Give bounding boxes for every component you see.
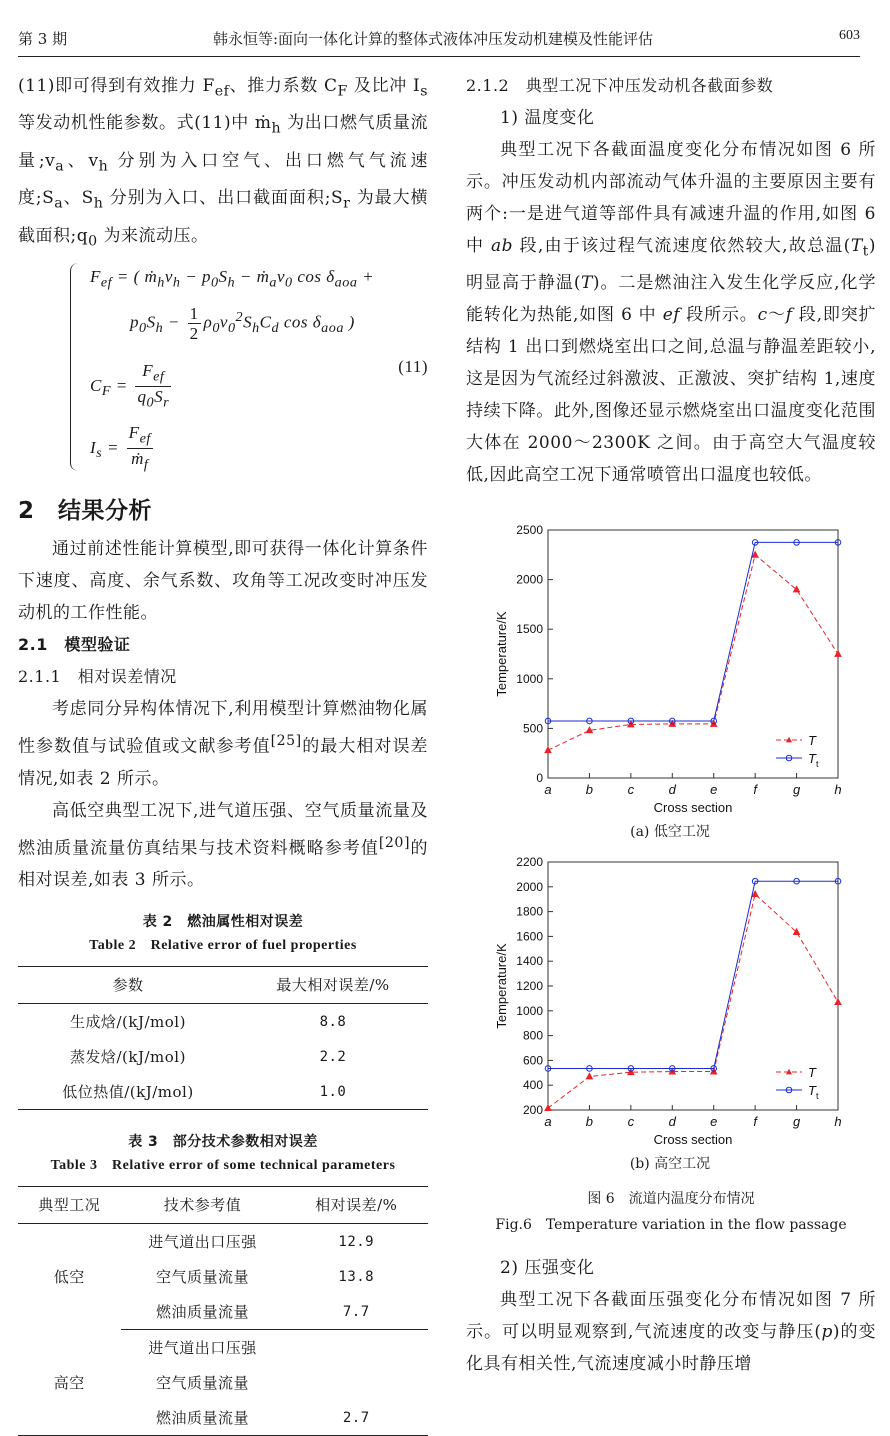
y-tick-label: 2000 bbox=[516, 572, 543, 587]
plot-frame bbox=[548, 530, 838, 778]
eq-thrust-line2: $p_0S_h$ − $\frac{1}{2}$ $\rho_0v_0^2S_hC_d$ $\cos \delta_{aoa}$ ) bbox=[130, 304, 355, 344]
data-point-T bbox=[545, 1105, 551, 1111]
y-tick-label: 1000 bbox=[516, 671, 543, 686]
pressure-paragraph: 典型工况下各截面压强变化分布情况如图 7 所示。可以明显观察到,气流速度的改变与静压(p)的变化具有相关性,气流速度减小时静压增 bbox=[466, 1290, 876, 1374]
paragraph-fuel-properties: 考虑同分异构体情况下,利用模型计算燃油物化属性参数值与试验值或文献参考值[25]的最大相对误差情况,如表 2 所示。 bbox=[18, 698, 428, 789]
x-tick-label: c bbox=[627, 782, 635, 797]
y-tick-label: 1400 bbox=[516, 954, 543, 969]
x-axis-label: Cross section bbox=[653, 1132, 733, 1147]
table-row bbox=[18, 1224, 428, 1260]
x-tick-label: f bbox=[753, 782, 757, 797]
x-tick-label: c bbox=[627, 1114, 635, 1129]
y-tick-label: 1600 bbox=[516, 929, 543, 944]
y-tick-label: 1200 bbox=[516, 979, 543, 993]
y-tick-label: 0 bbox=[536, 771, 543, 785]
series-line-T bbox=[548, 894, 838, 1108]
y-tick-label: 500 bbox=[522, 721, 543, 736]
table2-cell: 8.8 bbox=[319, 1013, 347, 1030]
y-tick-label: 600 bbox=[522, 1053, 543, 1068]
y-tick-label: 1800 bbox=[516, 904, 543, 919]
plot-frame bbox=[548, 862, 838, 1110]
y-tick-label: 2500 bbox=[516, 523, 543, 537]
y-tick-label: 2000 bbox=[516, 879, 543, 894]
eq-thrust-coeff: $C_F$ = $\frac{F_{ef}}{q_0S_r}$ bbox=[90, 360, 170, 411]
table-2 bbox=[18, 966, 428, 1110]
table-row bbox=[18, 1004, 428, 1040]
header-rule bbox=[18, 56, 860, 57]
legend-label: $T_t$ bbox=[808, 1083, 819, 1101]
section-2-paragraph: 通过前述性能计算模型,即可获得一体化计算条件下速度、高度、余气系数、攻角等工况改变时冲压发动机的工作性能。 bbox=[18, 538, 428, 623]
x-tick-label: f bbox=[753, 1114, 757, 1129]
paragraph-technical-parameters: 高低空典型工况下,进气道压强、空气质量流量及燃油质量流量仿真结果与技术资料概略参考值[20]的相对误差,如表 3 所示。 bbox=[18, 800, 429, 891]
x-tick-label: h bbox=[834, 782, 842, 797]
eq-thrust-line1: $F_{ef}$ = ( $ṁ_hv_h - p_0S_h$ − $ṁ_av_0$ $\cos \delta_{aoa}$ + bbox=[90, 266, 375, 291]
table-row bbox=[18, 1330, 428, 1366]
section-2-heading: 2 结果分析 bbox=[18, 497, 153, 524]
running-header bbox=[18, 28, 860, 54]
series-line-Tt bbox=[548, 542, 838, 721]
legend-label: T bbox=[808, 1065, 816, 1080]
table2-caption-en: Table 2 Relative error of fuel properties bbox=[89, 938, 357, 954]
table3-condition-cell: 低空 bbox=[53, 1268, 85, 1287]
right-column bbox=[466, 70, 876, 491]
table-3 bbox=[18, 1186, 428, 1436]
table2-caption-cn: 表 2 燃油属性相对误差 bbox=[142, 914, 304, 931]
table2-cell: 低位热值/(kJ/mol) bbox=[18, 1074, 238, 1110]
equation-brace bbox=[70, 263, 81, 471]
equation-number: (11) bbox=[398, 356, 428, 376]
x-tick-label: d bbox=[668, 1114, 676, 1129]
y-tick-label: 2200 bbox=[516, 855, 543, 869]
section-2-1-heading: 2.1 模型验证 bbox=[18, 634, 131, 654]
x-tick-label: e bbox=[710, 1114, 718, 1129]
table3-cell bbox=[285, 1365, 429, 1400]
x-tick-label: b bbox=[585, 1114, 594, 1129]
legend-label: T bbox=[808, 733, 816, 748]
table3-cell: 7.7 bbox=[342, 1303, 370, 1320]
table-row bbox=[18, 1074, 428, 1110]
chart-b-subtitle: (b) 高空工况 bbox=[629, 1156, 711, 1172]
table3-cell: 进气道出口压强 bbox=[121, 1330, 285, 1366]
table3-cell: 燃油质量流量 bbox=[155, 1302, 249, 1321]
table2-cell: 生成焓/(kJ/mol) bbox=[69, 1012, 186, 1031]
x-tick-label: g bbox=[792, 1114, 801, 1129]
page-number: 603 bbox=[839, 28, 860, 43]
table3-cell: 燃油质量流量 bbox=[121, 1400, 285, 1436]
table3-header-condition: 典型工况 bbox=[18, 1187, 121, 1224]
section-2-1-1-heading: 2.1.1 相对误差情况 bbox=[18, 666, 177, 686]
table3-cell bbox=[285, 1330, 429, 1366]
table2-header-param: 参数 bbox=[18, 967, 238, 1004]
table3-header-error: 相对误差/% bbox=[285, 1187, 429, 1224]
table3-condition-cell: 高空 bbox=[18, 1330, 121, 1436]
x-tick-label: e bbox=[710, 782, 718, 797]
y-axis-label: Temperature/K bbox=[494, 943, 509, 1029]
table3-cell: 12.9 bbox=[338, 1233, 375, 1250]
x-tick-label: h bbox=[834, 1114, 842, 1129]
issue-label: 第 3 期 bbox=[18, 30, 68, 48]
y-axis-label: Temperature/K bbox=[494, 611, 509, 697]
y-tick-label: 200 bbox=[522, 1103, 543, 1117]
left-column bbox=[18, 70, 428, 1436]
data-point-T bbox=[835, 999, 841, 1005]
intro-paragraph: (11)即可得到有效推力 $F_{ef}$、推力系数 $C_F$ 及比冲 $I_s$ 等发动机性能参数。式(11)中 ṁ$_h$ 为出口燃气质量流量$;v_a$、$v_h$ 分别为入口空气、出口燃气气流速度$;S_a$、$S_h$ 分别为入口、出口截面面积$;S_r$ 为最大横截面积$;q_0$ 为来流动压。 bbox=[18, 76, 429, 249]
y-tick-label: 800 bbox=[522, 1028, 543, 1043]
y-tick-label: 400 bbox=[522, 1078, 543, 1093]
table2-header-error: 最大相对误差/% bbox=[238, 967, 428, 1004]
figure-6-caption-en: Fig.6 Temperature variation in the flow passage bbox=[495, 1217, 847, 1233]
temperature-paragraph: 典型工况下各截面温度变化分布情况如图 6 所示。冲压发动机内部流动气体升温的主要原因主要有两个:一是进气道等部件具有减速升温的作用,如图 6 中 ab 段,由于该过程气流速度依然较大,故总温$(T_t)$明显高于静温(T)。二是燃油注入发生化学反应,化学能转化为热能,如图 6 中 ef 段所示。c～f 段,即突扩结构 1 出口到燃烧室出口之间,总温与静温差距较小,这是因为气流经过斜激波、正激波、突扩结构 1,速度持续下降。此外,图像还显示燃烧室出口温度变化范围大体在 2000～2300K 之间。由于高空大气温度较低,因此高空工况下通常喷管出口温度也较低。 bbox=[466, 140, 877, 486]
table3-cell: 空气质量流量 bbox=[155, 1267, 249, 1286]
table3-cell: 13.8 bbox=[338, 1268, 375, 1285]
x-tick-label: d bbox=[668, 782, 676, 797]
subheading-temperature: 1) 温度变化 bbox=[500, 108, 595, 128]
table2-cell: 1.0 bbox=[238, 1074, 428, 1110]
running-title: 韩永恒等:面向一体化计算的整体式液体冲压发动机建模及性能评估 bbox=[213, 30, 654, 48]
y-tick-label: 1500 bbox=[516, 622, 543, 637]
table-row bbox=[18, 1039, 428, 1074]
figure-6-caption-cn: 图 6 流道内温度分布情况 bbox=[587, 1191, 755, 1207]
x-axis-label: Cross section bbox=[653, 800, 733, 815]
x-tick-label: a bbox=[544, 1114, 552, 1129]
table3-caption-cn: 表 3 部分技术参数相对误差 bbox=[128, 1134, 318, 1151]
x-tick-label: g bbox=[792, 782, 801, 797]
series-line-Tt bbox=[548, 881, 838, 1068]
chart-low-altitude bbox=[480, 518, 860, 818]
y-tick-label: 1000 bbox=[516, 1003, 543, 1018]
data-point-T bbox=[545, 747, 551, 753]
table3-cell: 2.7 bbox=[285, 1400, 429, 1436]
section-2-1-2-heading: 2.1.2 典型工况下冲压发动机各截面参数 bbox=[466, 76, 774, 95]
figure-6b bbox=[480, 850, 860, 1174]
chart-high-altitude bbox=[480, 850, 860, 1150]
x-tick-label: b bbox=[585, 782, 594, 797]
legend-label: $T_t$ bbox=[808, 751, 819, 769]
table2-cell: 蒸发焓/(kJ/mol) bbox=[69, 1047, 186, 1066]
data-point-T bbox=[586, 1073, 592, 1079]
table3-cell: 空气质量流量 bbox=[155, 1373, 249, 1392]
table3-header-reference: 技术参考值 bbox=[121, 1187, 285, 1224]
table3-cell: 进气道出口压强 bbox=[148, 1232, 257, 1251]
eq-specific-impulse: $I_s$ = $\frac{F_{ef}}{ṁ_f}$ bbox=[90, 422, 151, 473]
figure-6a bbox=[480, 518, 860, 842]
equation-11 bbox=[18, 257, 428, 485]
subheading-pressure: 2) 压强变化 bbox=[500, 1258, 595, 1278]
x-tick-label: a bbox=[544, 782, 552, 797]
table3-caption-en: Table 3 Relative error of some technical parameters bbox=[50, 1158, 396, 1174]
chart-a-subtitle: (a) 低空工况 bbox=[630, 824, 710, 840]
table2-cell: 2.2 bbox=[319, 1048, 347, 1065]
right-column-bottom bbox=[466, 1252, 876, 1380]
